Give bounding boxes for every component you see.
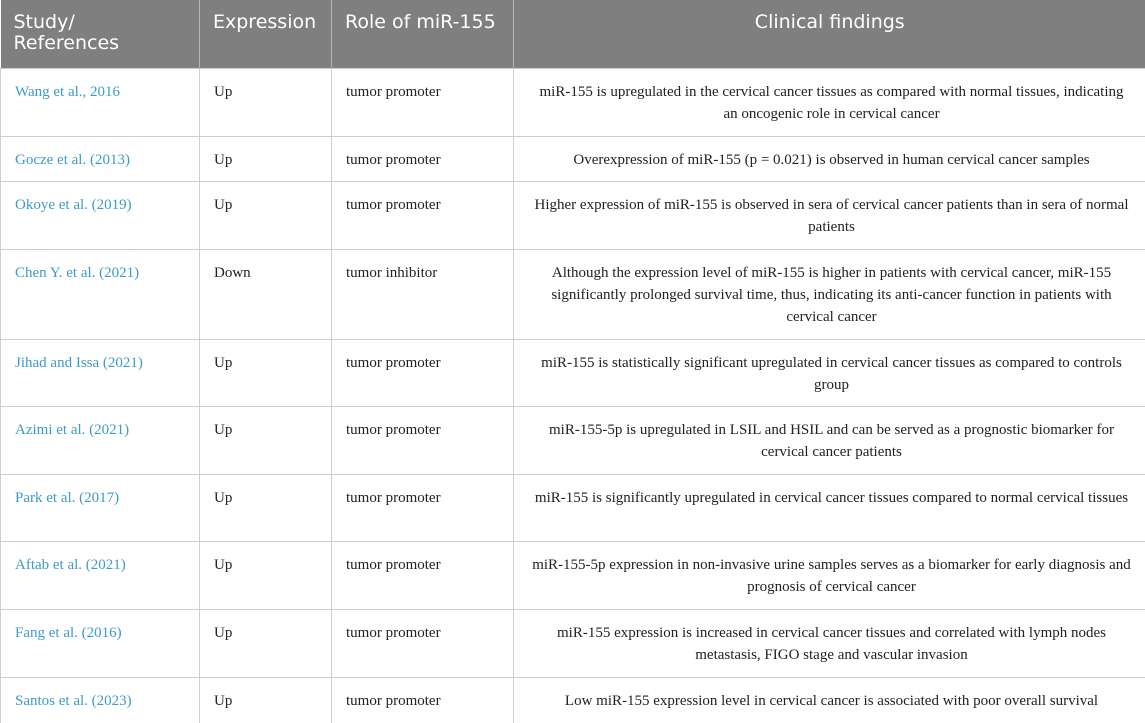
finding-cell: miR-155 is statistically significant upregulated in cervical cancer tissues as compared to controls group bbox=[514, 339, 1145, 406]
expression-cell: Up bbox=[200, 677, 332, 723]
table-header bbox=[1, 0, 1145, 68]
role-cell: tumor promoter bbox=[332, 406, 514, 474]
expression-cell: Up bbox=[200, 541, 332, 609]
header-expression: Expression bbox=[200, 0, 332, 68]
finding-cell: miR-155 is upregulated in the cervical cancer tissues as compared with normal tissues, indicating an oncogenic role in cervical cancer bbox=[514, 68, 1145, 136]
role-cell: tumor promoter bbox=[332, 181, 514, 249]
expression-cell: Down bbox=[200, 249, 332, 339]
reference-cell bbox=[1, 609, 200, 677]
reference-link[interactable]: Fang et al. (2016) bbox=[15, 624, 122, 641]
header-role: Role of miR-155 bbox=[332, 0, 514, 68]
reference-cell bbox=[1, 406, 200, 474]
reference-link[interactable]: Park et al. (2017) bbox=[15, 489, 120, 506]
expression-cell: Up bbox=[200, 339, 332, 406]
finding-cell: Higher expression of miR-155 is observed in sera of cervical cancer patients than in sera of normal patients bbox=[514, 181, 1145, 249]
table-row bbox=[1, 609, 1145, 677]
finding-cell: Although the expression level of miR-155 is higher in patients with cervical cancer, miR-155 significantly prolonged survival time, thus, indicating its anti-cancer function in patients with cervical cancer bbox=[514, 249, 1145, 339]
header-clinical-findings: Clinical findings bbox=[514, 0, 1145, 68]
finding-cell: miR-155 expression is increased in cervical cancer tissues and correlated with lymph nodes metastasis, FIGO stage and vascular invasion bbox=[514, 609, 1145, 677]
role-cell: tumor promoter bbox=[332, 136, 514, 181]
reference-cell bbox=[1, 181, 200, 249]
expression-cell: Up bbox=[200, 609, 332, 677]
role-cell: tumor inhibitor bbox=[332, 249, 514, 339]
role-cell: tumor promoter bbox=[332, 339, 514, 406]
table-row bbox=[1, 339, 1145, 406]
reference-link[interactable]: Gocze et al. (2013) bbox=[15, 151, 130, 168]
table-row bbox=[1, 136, 1145, 181]
reference-link[interactable]: Santos et al. (2023) bbox=[15, 692, 132, 709]
expression-cell: Up bbox=[200, 406, 332, 474]
reference-link[interactable]: Chen Y. et al. (2021) bbox=[15, 264, 140, 281]
table-row bbox=[1, 541, 1145, 609]
header-study-references: Study/ References bbox=[1, 0, 200, 68]
reference-link[interactable]: Azimi et al. (2021) bbox=[15, 421, 130, 438]
expression-cell: Up bbox=[200, 474, 332, 541]
role-cell: tumor promoter bbox=[332, 677, 514, 723]
finding-cell: miR-155 is significantly upregulated in cervical cancer tissues compared to normal cervical tissues bbox=[514, 474, 1145, 541]
table-row bbox=[1, 181, 1145, 249]
reference-link[interactable]: Aftab et al. (2021) bbox=[15, 556, 126, 573]
reference-link[interactable]: Okoye et al. (2019) bbox=[15, 196, 132, 213]
reference-cell bbox=[1, 677, 200, 723]
role-cell: tumor promoter bbox=[332, 609, 514, 677]
reference-cell bbox=[1, 249, 200, 339]
header-row bbox=[1, 0, 1145, 68]
table-body bbox=[1, 68, 1145, 723]
expression-cell: Up bbox=[200, 181, 332, 249]
role-cell: tumor promoter bbox=[332, 541, 514, 609]
reference-cell bbox=[1, 68, 200, 136]
finding-cell: miR-155-5p is upregulated in LSIL and HSIL and can be served as a prognostic biomarker for cervical cancer patients bbox=[514, 406, 1145, 474]
finding-cell: Overexpression of miR-155 (p = 0.021) is observed in human cervical cancer samples bbox=[514, 136, 1145, 181]
table-row bbox=[1, 474, 1145, 541]
table-row bbox=[1, 677, 1145, 723]
finding-cell: Low miR-155 expression level in cervical cancer is associated with poor overall survival bbox=[514, 677, 1145, 723]
finding-cell: miR-155-5p expression in non-invasive urine samples serves as a biomarker for early diagnosis and prognosis of cervical cancer bbox=[514, 541, 1145, 609]
table-row bbox=[1, 249, 1145, 339]
role-cell: tumor promoter bbox=[332, 68, 514, 136]
reference-cell bbox=[1, 339, 200, 406]
role-cell: tumor promoter bbox=[332, 474, 514, 541]
reference-cell bbox=[1, 136, 200, 181]
table-row bbox=[1, 406, 1145, 474]
reference-link[interactable]: Wang et al., 2016 bbox=[15, 83, 121, 100]
reference-link[interactable]: Jihad and Issa (2021) bbox=[15, 354, 143, 371]
reference-cell bbox=[1, 474, 200, 541]
expression-cell: Up bbox=[200, 136, 332, 181]
reference-cell bbox=[1, 541, 200, 609]
expression-cell: Up bbox=[200, 68, 332, 136]
table-row bbox=[1, 68, 1145, 136]
